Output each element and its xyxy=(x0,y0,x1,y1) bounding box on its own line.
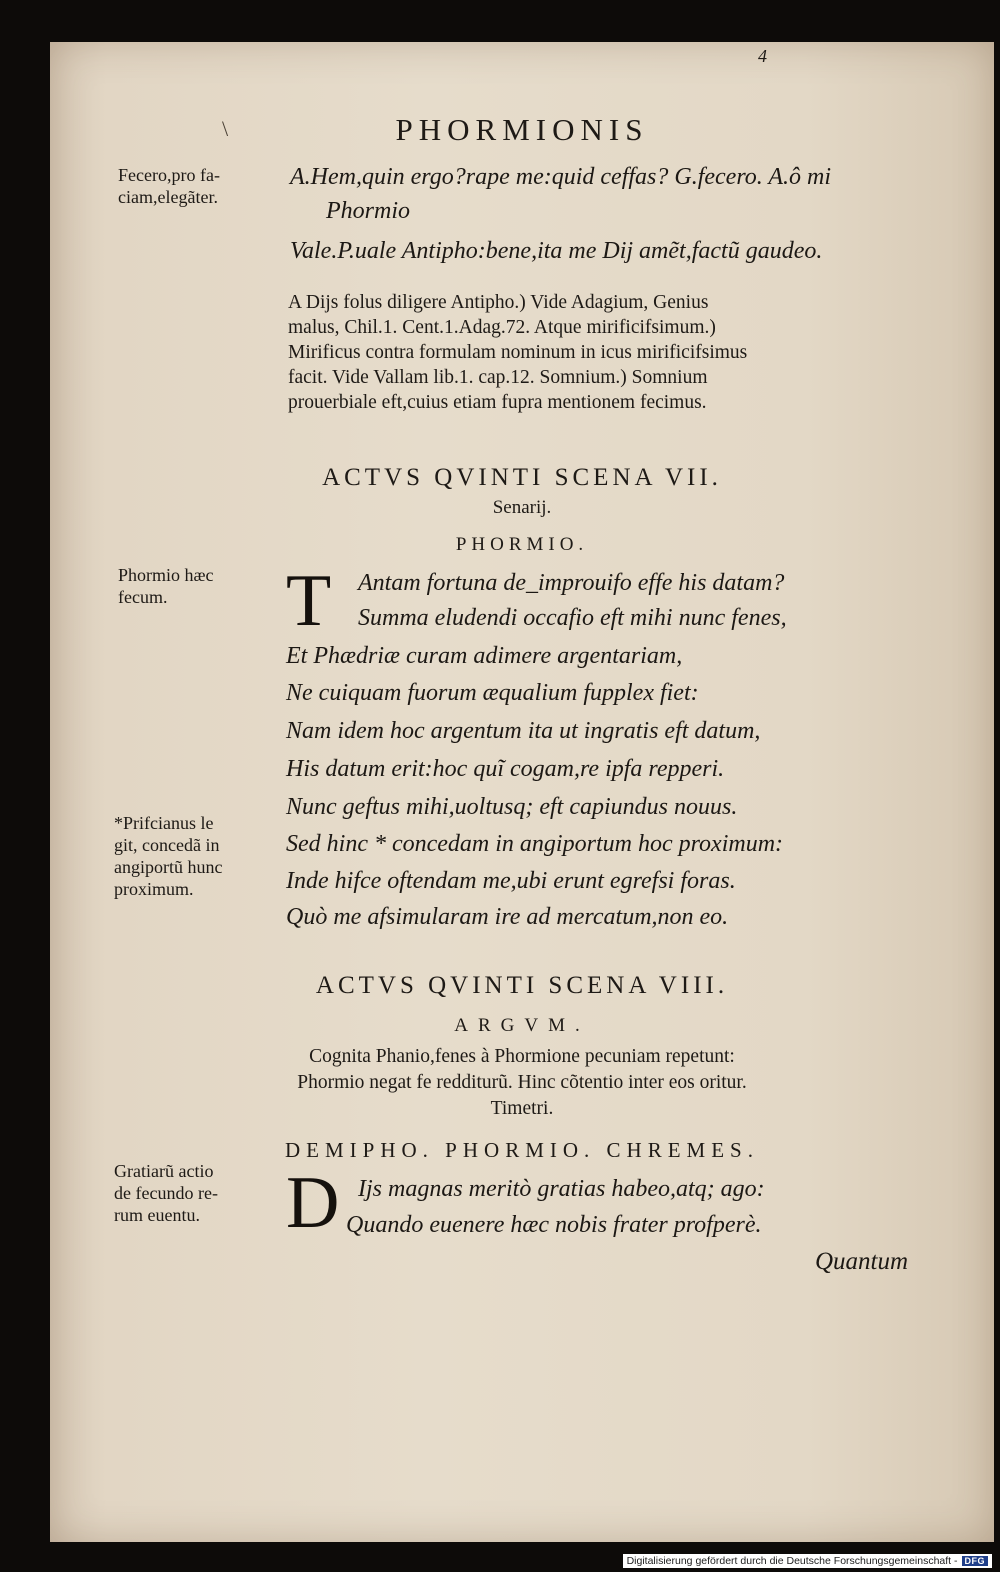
argument-label: ARGVM. xyxy=(454,1015,590,1036)
header-mark: \ xyxy=(222,116,229,141)
verse-line: Et Phædriæ curam adimere argentariam, xyxy=(286,643,683,669)
verse-line: Sed hinc * concedam in angiportum hoc proximum: xyxy=(286,831,784,857)
book-page xyxy=(50,42,994,1542)
verse-line: Phormio xyxy=(326,198,410,224)
verse-line: Nunc geftus mihi,uoltusq; eft capiundus nouus. xyxy=(286,794,738,820)
commentary-block xyxy=(288,290,747,415)
verse-line: Ijs magnas meritò gratias habeo,atq; ago: xyxy=(358,1176,765,1202)
verse-line: Vale.P.uale Antipho:bene,ita me Dij amẽt,factũ gaudeo. xyxy=(290,238,823,264)
argument-line: Phormio negat fe redditurũ. Hinc cõtentio inter eos oritur. xyxy=(297,1072,747,1093)
verse-line: A.Hem,quin ergo?rape me:quid ceffas? G.fecero. A.ô mi xyxy=(290,164,831,190)
speakers-label: DEMIPHO. PHORMIO. CHREMES. xyxy=(285,1138,759,1162)
verse-line: Quò me afsimularam ire ad mercatum,non eo. xyxy=(286,904,729,930)
verse-line: Ne cuiquam fuorum æqualium fupplex fiet: xyxy=(286,680,699,706)
speaker-label: PHORMIO. xyxy=(455,534,589,555)
digitization-credit xyxy=(623,1554,992,1568)
scene-title: ACTVS QVINTI SCENA VIII. xyxy=(315,972,729,999)
commentary-line: A Dijs folus diligere Antipho.) Vide Adagium, Genius xyxy=(288,292,709,313)
verse-line: Summa eludendi occafio eft mihi nunc fenes, xyxy=(358,605,787,631)
margin-note-phormio: Phormio hæc fecum. xyxy=(118,565,214,607)
verse-line: His datum erit:hoc quĩ cogam,re ipfa repperi. xyxy=(286,756,725,782)
commentary-line: Mirificus contra formulam nominum in icus mirificifsimus xyxy=(288,342,748,363)
credit-text: Digitalisierung gefördert durch die Deutsche Forschungsgemeinschaft - xyxy=(626,1555,958,1567)
argument-block xyxy=(50,1044,994,1122)
argument-line: Cognita Phanio,fenes à Phormione pecuniam repetunt: xyxy=(309,1046,735,1067)
verse-line: Antam fortuna de_improuifo effe his datam? xyxy=(358,570,785,596)
commentary-line: prouerbiale eft,cuius etiam fupra mentionem fecimus. xyxy=(288,392,707,413)
folio-number: 4 xyxy=(758,46,767,66)
verse-line: Quando euenere hæc nobis frater profperè. xyxy=(346,1212,762,1238)
meter-label: Senarij. xyxy=(492,497,552,518)
scene-title: ACTVS QVINTI SCENA VII. xyxy=(322,464,722,491)
margin-note-priscianus: *Prifcianus le git, concedã in angiportũ hunc proximum. xyxy=(114,813,223,899)
commentary-line: facit. Vide Vallam lib.1. cap.12. Somnium.) Somnium xyxy=(288,367,708,388)
drop-capital: D xyxy=(286,1162,340,1244)
verse-line: Nam idem hoc argentum ita ut ingratis eft datum, xyxy=(286,718,761,744)
margin-note-fecero: Fecero,pro fa- ciam,elegãter. xyxy=(118,165,220,207)
running-header: PHORMIONIS xyxy=(395,112,649,147)
argument-line: Timetri. xyxy=(490,1098,554,1119)
verse-line: Inde hifce oftendam me,ubi erunt egrefsi foras. xyxy=(286,868,736,894)
margin-note-gratiarum: Gratiarũ actio de fecundo re- rum euentu. xyxy=(114,1161,218,1225)
dfg-logo: DFG xyxy=(962,1556,989,1566)
drop-capital: T xyxy=(286,560,332,642)
catchword: Quantum xyxy=(814,1248,908,1275)
commentary-line: malus, Chil.1. Cent.1.Adag.72. Atque mirificifsimum.) xyxy=(288,317,716,338)
